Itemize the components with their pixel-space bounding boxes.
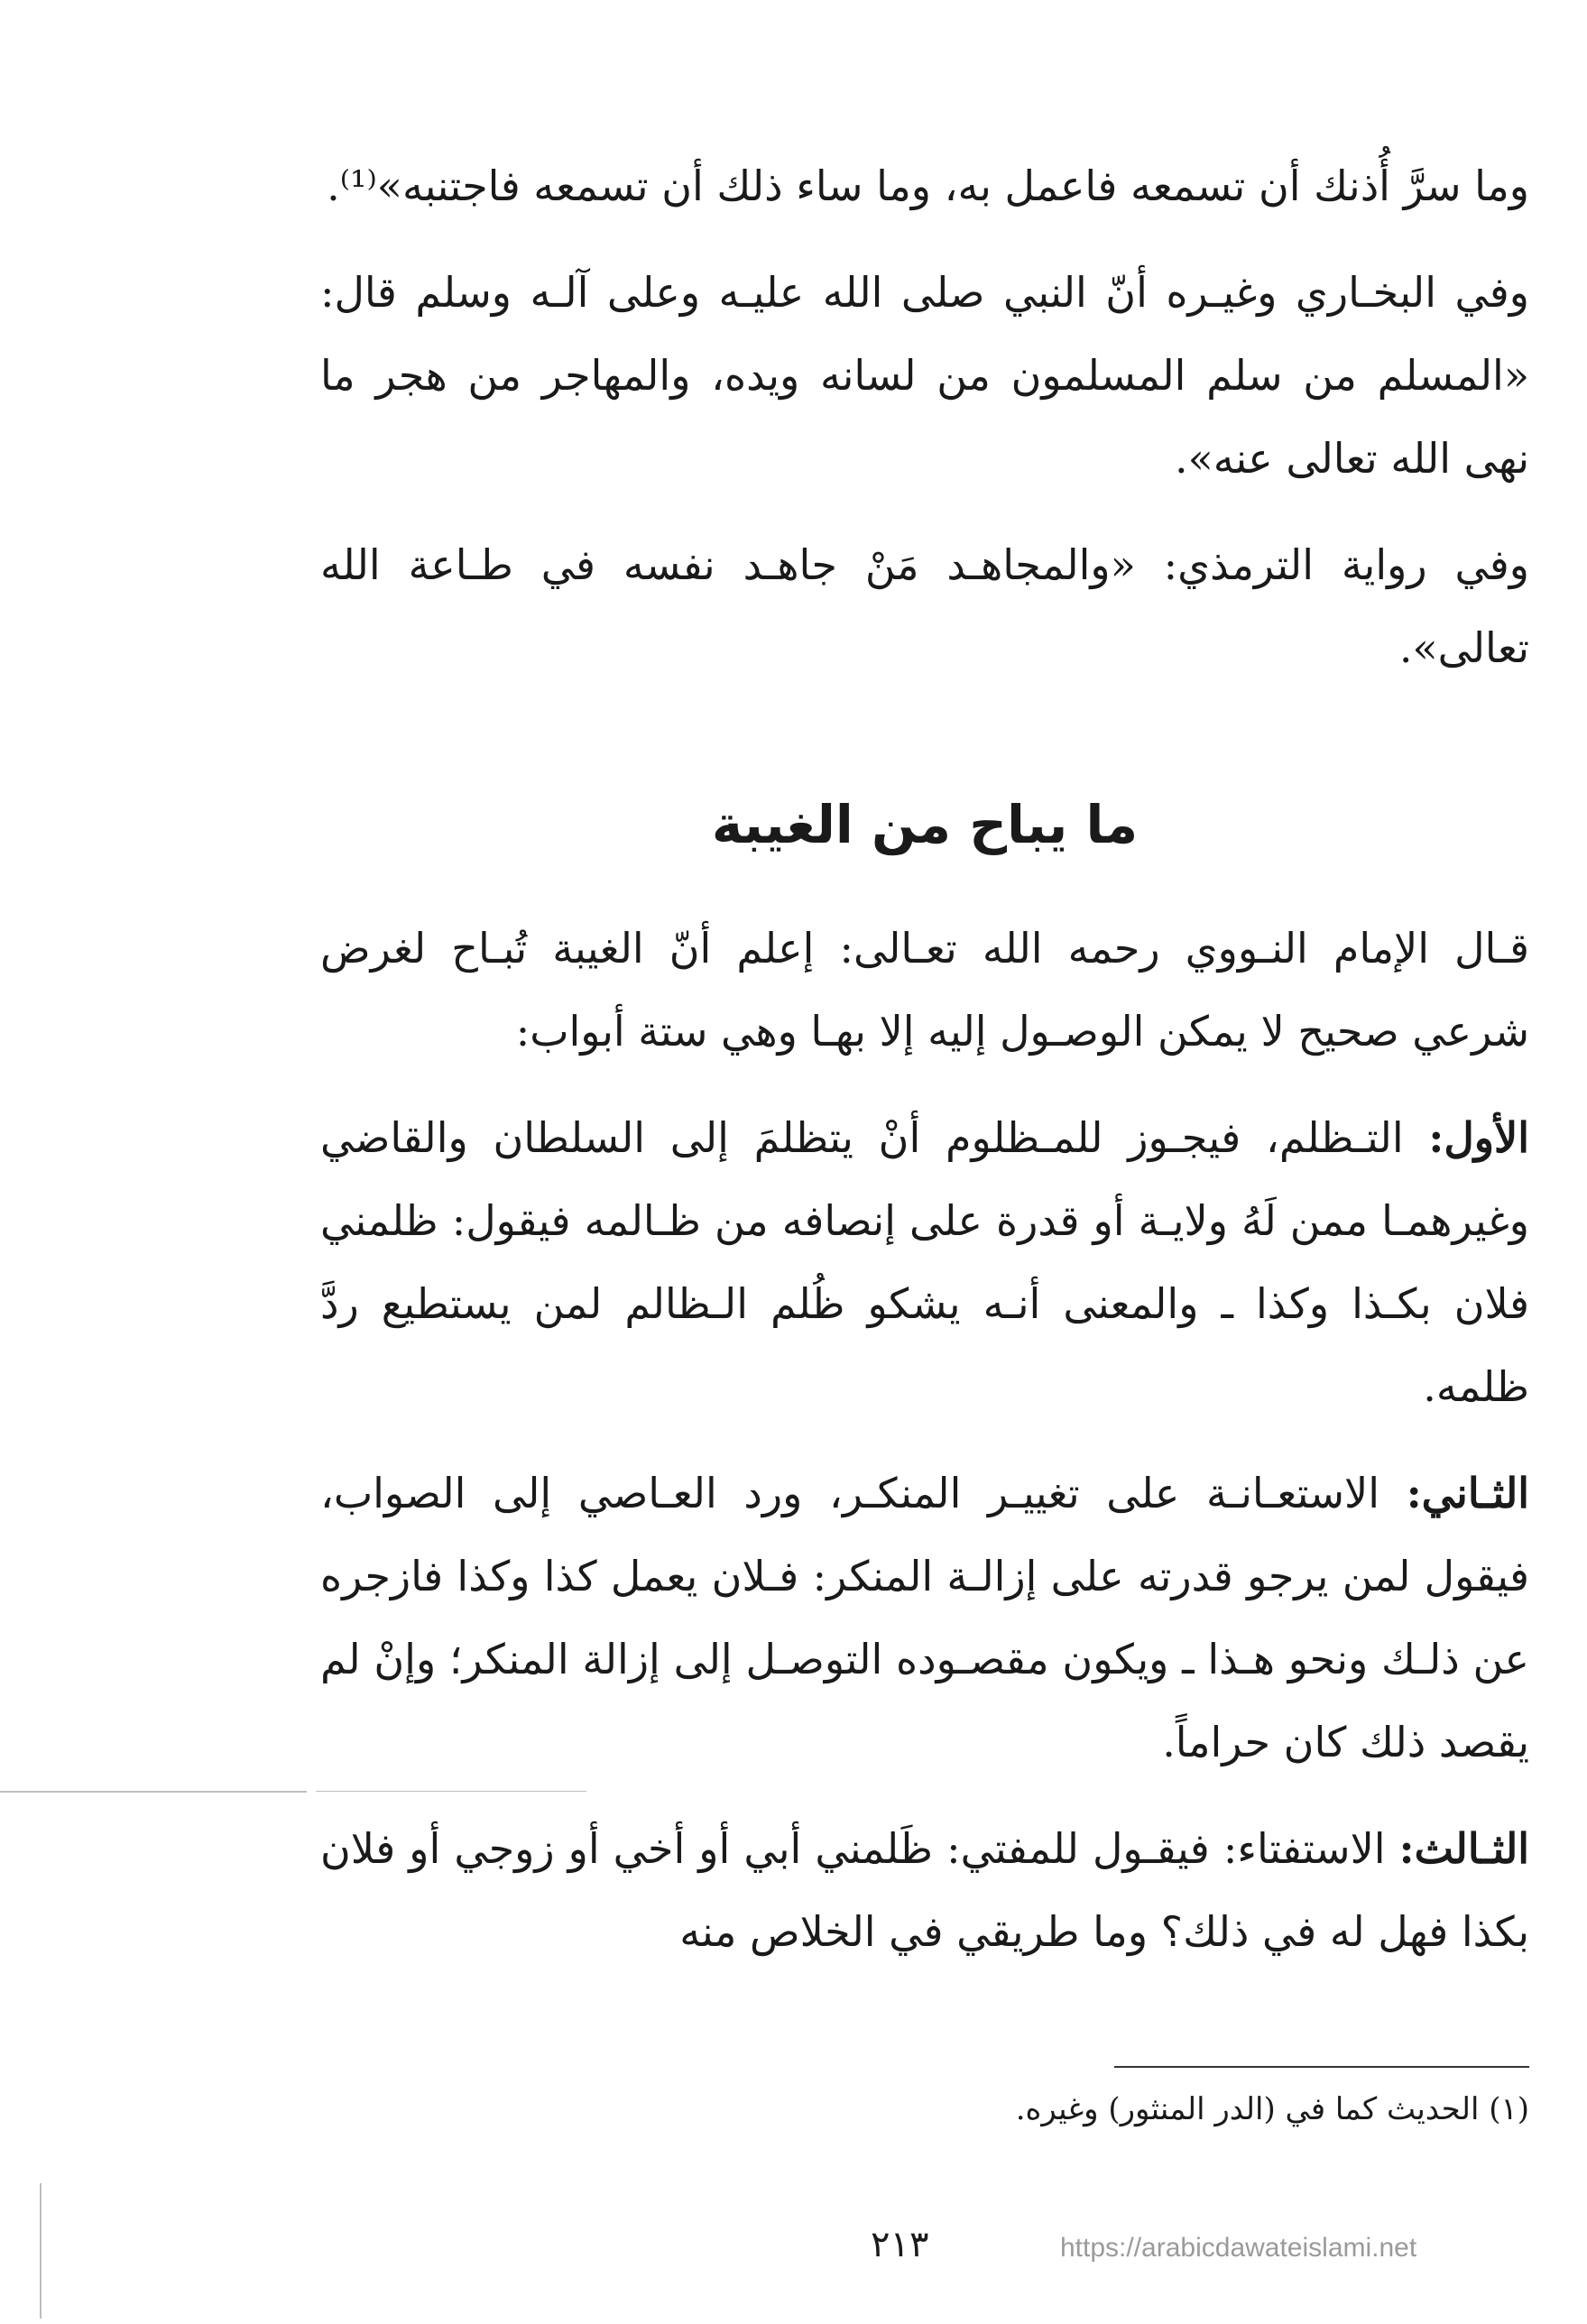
paragraph-hadith-ending: وما سرَّ أُذنك أن تسمعه فاعمل به، وما ساء ذلك أن تسمعه فاجتنبه»⁽¹⁾. [327, 161, 1529, 210]
paragraph-intro: قـال الإمام النـووي رحمه الله تعـالى: إعلم أنّ الغيبة تُبـاح لغرض شرعي صحيح لا يمكن الوصـول إليه إلا بهـا وهي ستة أبواب: [320, 924, 1529, 1056]
item-text: التـظلم، فيجـوز للمـظلوم أنْ يتظلمَ إلى السلطان والقاضي وغيرهمـا ممن لَهُ ولايـة أو قدرة على إنصافه من ظـالمه فيقول: ظلمني فلان بكـذا وكذا ـ والمعنى أنـه يشكو ظُلم الـظالم لمن يستطيع ردَّ ظلمه. [320, 1113, 1529, 1411]
scan-artifact-edge [40, 2183, 42, 2319]
scan-artifact-line [316, 1791, 586, 1792]
top-text-section [320, 144, 1529, 713]
main-text-section [320, 907, 1529, 1997]
item-text: الاستعـانـة على تغييـر المنكـر، ورد العـاصي إلى الصواب، فيقول لمن يرجو قدرته على إزالـة المنكر: فـلان يعمل كذا وكذا فازجره عن ذلـك ونحو هـذا ـ ويكون مقصـوده التوصـل إلى إزالة المنكر؛ وإنْ لم يقصد ذلك كان حراماً. [320, 1469, 1529, 1766]
paragraph-tirmidhi: وفي رواية الترمذي: «والمجاهـد مَنْ جاهـد نفسه في طـاعة الله تعالى». [320, 540, 1530, 672]
scan-artifact-line [0, 1791, 307, 1793]
paragraph-item-second [320, 1452, 1529, 1784]
watermark-url: https://arabicdawateislami.net [1060, 2233, 1417, 2263]
item-lead-label: الثـاني: [1406, 1469, 1529, 1517]
item-lead-label: الثـالث: [1398, 1824, 1529, 1873]
footnote-divider [1114, 2066, 1529, 2068]
item-text: الاستفتاء: فيقـول للمفتي: ظَلمني أبي أو أخي أو زوجي أو فلان بكذا فهل له في ذلك؟ وما طريقي في الخلاص منه [320, 1824, 1529, 1956]
footnote: (١) الحديث كما في (الدر المنثور) وغيره. [1015, 2091, 1529, 2127]
paragraph-item-first [320, 1096, 1529, 1428]
paragraph-item-third [320, 1807, 1529, 1973]
page-number: ٢١٣ [871, 2224, 929, 2265]
paragraph-bukhari: وفي البخـاري وغيـره أنّ النبي صلى الله عليـه وعلى آلـه وسلم قال: «المسلم من سلم المسلمون من لسانه ويده، والمهاجر من هجر ما نهى الله تعالى عنه». [320, 268, 1529, 483]
section-heading: ما يباح من الغيبة [711, 794, 1139, 855]
item-lead-label: الأول: [1428, 1113, 1529, 1162]
